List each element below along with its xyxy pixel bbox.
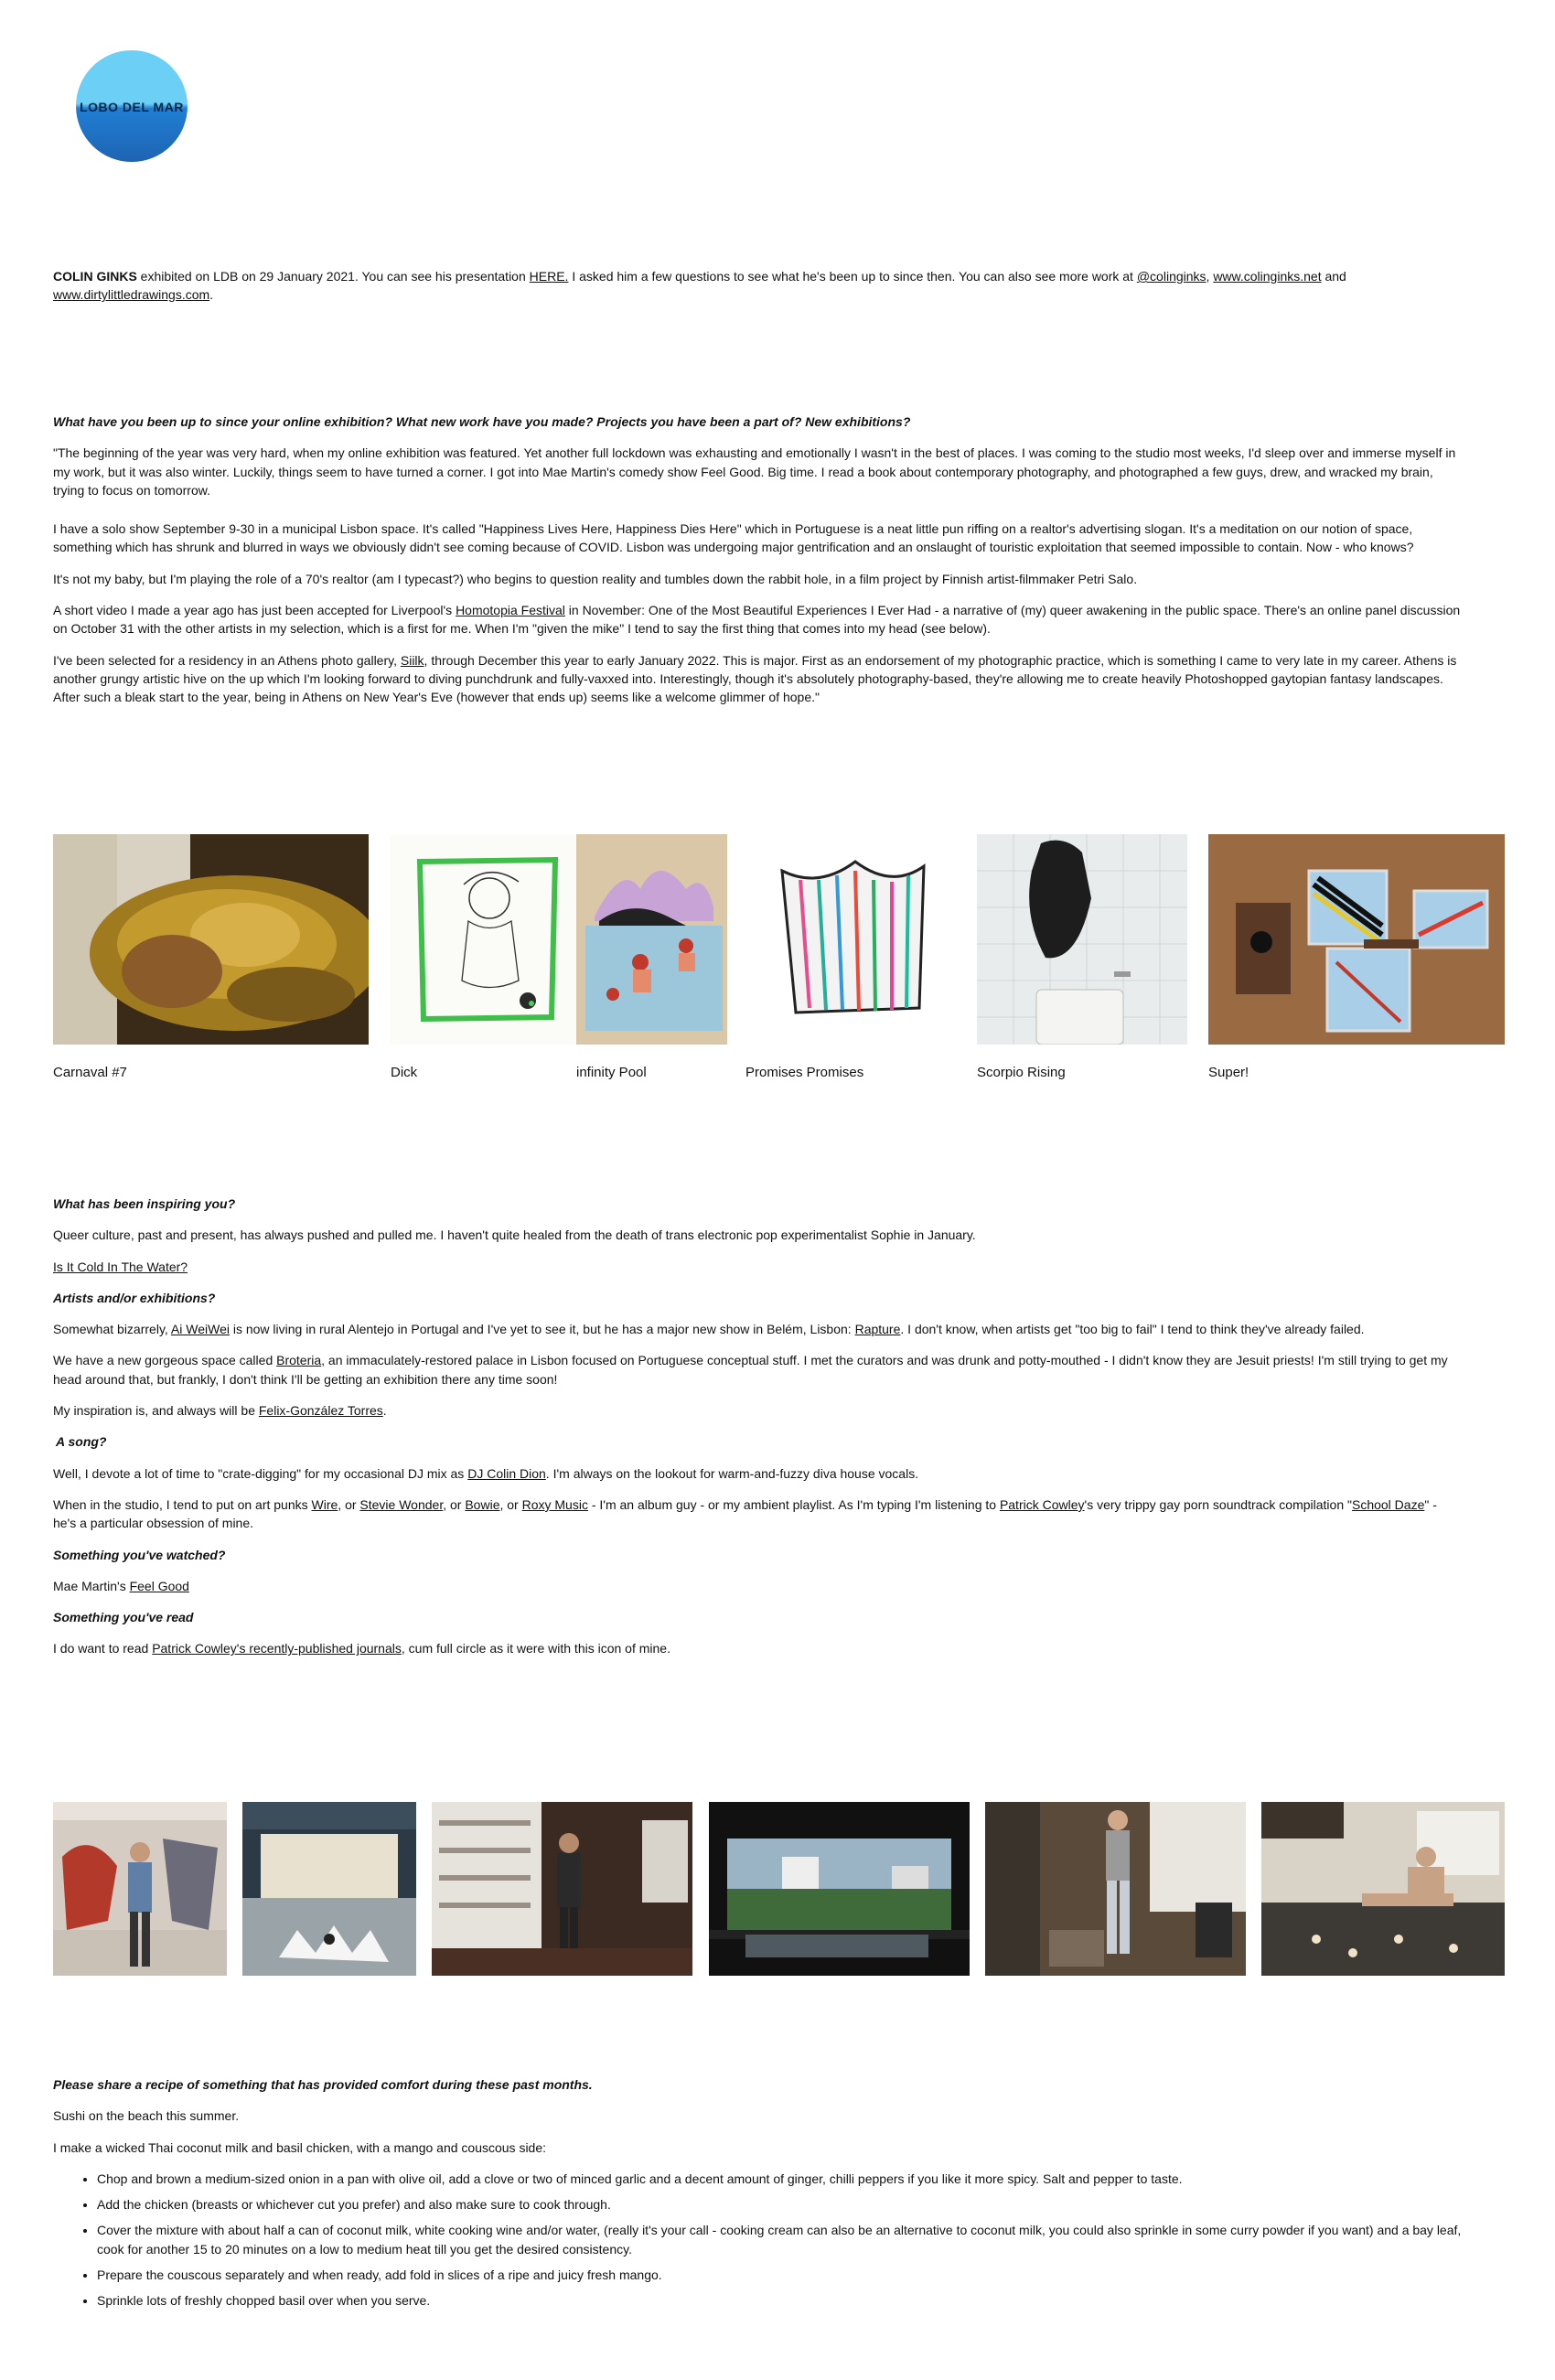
site-logo[interactable]: [76, 50, 188, 162]
presentation-link[interactable]: HERE.: [529, 269, 569, 284]
instagram-link[interactable]: @colinginks: [1136, 269, 1206, 284]
wire-link[interactable]: Wire: [311, 1496, 338, 1512]
answer-paragraph: [53, 1577, 1462, 1595]
question-heading: What have you been up to since your online exhibition? What new work have you made? Projects you have been a part of? New exhibitions?: [53, 414, 911, 429]
journals-link[interactable]: Patrick Cowley's recently-published journals: [152, 1641, 402, 1656]
ai-weiwei-link[interactable]: Ai WeiWei: [170, 1322, 230, 1337]
roxy-music-link[interactable]: Roxy Music: [521, 1496, 588, 1512]
answer-paragraph: Queer culture, past and present, has always pushed and pulled me. I haven't quite healed from the death of trans electronic pop experimentalist Sophie in January.: [53, 1228, 976, 1243]
intro-paragraph: [53, 267, 1462, 305]
text: .: [382, 1403, 387, 1419]
text: I do want to read: [53, 1641, 153, 1656]
text: 's very trippy gay porn soundtrack compilation ": [1084, 1496, 1352, 1512]
school-daze-link[interactable]: School Daze: [1351, 1496, 1425, 1512]
intro-text: I asked him a few questions to see what he's been up to since then. You can also see more work at: [568, 269, 1137, 284]
text: Well, I devote a lot of time to "crate-digging" for my occasional DJ mix as: [53, 1465, 468, 1481]
answer-paragraph: [53, 1464, 1462, 1483]
intro-text: exhibited on LDB on 29 January 2021. You can see his presentation: [136, 269, 530, 284]
text: My inspiration is, and always will be: [53, 1403, 259, 1419]
patrick-cowley-link[interactable]: Patrick Cowley: [999, 1496, 1085, 1512]
recipe-step: • Prepare the couscous separately and when ready, add fold in slices of a ripe and juicy fresh mango.: [97, 2266, 1462, 2284]
text: , cum full circle as it were with this icon of mine.: [401, 1641, 670, 1656]
artwork-caption[interactable]: Carnaval #7: [53, 1065, 127, 1080]
text: , or: [499, 1496, 522, 1512]
studio-photo-icon[interactable]: [53, 1802, 227, 1976]
answer-paragraph: [53, 1639, 1462, 1657]
answer-paragraph: [53, 1258, 1462, 1276]
bowie-link[interactable]: Bowie: [465, 1496, 500, 1512]
studio-photo-icon[interactable]: [985, 1802, 1246, 1976]
text: Somewhat bizarrely,: [53, 1322, 171, 1337]
answer-paragraph: [53, 1320, 1462, 1338]
intro-text: and: [1321, 269, 1346, 284]
text: in November: One of the Most Beautiful Experiences I Ever Had - a narrative of (my) queer awakening in the public space. There's an online panel discussion on October 31 with the other artists in my selection, which is a first for me. When I'm "given the mike" I tend to say the first thing that comes into my head (see below).: [53, 603, 1461, 637]
artwork-caption[interactable]: Super!: [1208, 1065, 1249, 1080]
answer-paragraph: [53, 1496, 1462, 1533]
text: , an immaculately-restored palace in Lisbon focused on Portuguese conceptual stuff. I met the curators and was drunk and potty-mouthed - I didn't know they are Jesuit priests! I'm still trying to get my head around that, but frankly, I don't think I'll be getting an exhibition there any time soon!: [53, 1353, 1448, 1387]
answer-paragraph: "The beginning of the year was very hard, when my online exhibition was featured. Yet another full lockdown was exhausting and emotionally I wasn't in the best of places. I was coming to the studio most weeks, I'd sleep over and immerse myself in my work, but it was also winter. Luckily, things seem to have turned a corner. I got into Mae Martin's comedy show Feel Good. Big time. I read a book about contemporary photography, and photographed a few guys, drew, and wracked my brain, trying to focus on tomorrow.: [53, 445, 1456, 498]
dj-colin-dion-link[interactable]: DJ Colin Dion: [467, 1465, 546, 1481]
text: , through December this year to early January 2022. This is major. First as an endorsement of my photographic practice, which is something I came to very late in my career. Athens is another grungy artistic hive on the up which I'm looking forward to diving punchdrunk and fully-vaxxed into. Interestingly, though it's absolutely photography-based, they're allowing me to create heavily Photoshopped gaytopian fantasy landscapes. After such a bleak start to the year, being in Athens on New Year's Eve (however that ends up) seems like a welcome glimmer of hope.": [53, 652, 1457, 705]
artwork-caption[interactable]: Dick: [391, 1065, 418, 1080]
painting-icon[interactable]: [1208, 834, 1505, 1045]
answer-paragraph: [53, 601, 1462, 638]
artist-name: COLIN GINKS: [53, 269, 137, 284]
siilk-link[interactable]: Siilk: [400, 652, 424, 668]
text: is now living in rural Alentejo in Portugal and I've yet to see it, but he has a major new show in Belém, Lisbon:: [229, 1322, 855, 1337]
text: I've been selected for a residency in an Athens photo gallery,: [53, 652, 401, 668]
recipe-step: • Cover the mixture with about half a can of coconut milk, white cooking wine and/or water, (really it's your call - cooking cream can also be an alternative to coconut milk, you could also sprinkle in some curry powder if you want) and a bay leaf, cook for another 15 to 20 minutes on a low to medium heat till you get the desired consistency.: [97, 2221, 1462, 2258]
answer-paragraph: [53, 651, 1462, 707]
website-link[interactable]: www.colinginks.net: [1213, 269, 1322, 284]
homotopia-link[interactable]: Homotopia Festival: [456, 603, 565, 618]
question-heading: A song?: [56, 1434, 107, 1450]
text: We have a new gorgeous space called: [53, 1353, 277, 1368]
question-heading: Artists and/or exhibitions?: [53, 1290, 216, 1305]
studio-photo-icon[interactable]: [242, 1802, 416, 1976]
intro-text: .: [209, 287, 214, 303]
text: When in the studio, I tend to put on art punks: [53, 1496, 312, 1512]
text: . I don't know, when artists get "too big to fail" I tend to think they've already failed.: [900, 1322, 1365, 1337]
photo-icon[interactable]: [977, 834, 1187, 1045]
question-heading: Something you've read: [53, 1610, 194, 1625]
studio-photo-gallery: [53, 1802, 1511, 1976]
landscape-photo-icon[interactable]: [709, 1802, 970, 1976]
section-recent-work: [53, 413, 1462, 720]
answer-paragraph: I make a wicked Thai coconut milk and basil chicken, with a mango and couscous side:: [53, 2139, 547, 2155]
answer-paragraph: It's not my baby, but I'm playing the role of a 70's realtor (am I typecast?) who begins to question reality and tumbles down the rabbit hole, in a film project by Finnish artist-filmmaker Petri Salo.: [53, 571, 1138, 586]
recipe-steps: [53, 2170, 1462, 2310]
artwork-caption[interactable]: Scorpio Rising: [977, 1065, 1066, 1080]
text: " - he's a particular obsession of mine.: [53, 1496, 1437, 1531]
recipe-step: • Sprinkle lots of freshly chopped basil over when you serve.: [97, 2291, 1462, 2310]
logo-text: LOBO DEL MAR: [80, 100, 184, 114]
feel-good-link[interactable]: Feel Good: [129, 1578, 189, 1593]
recipe-step: • Chop and brown a medium-sized onion in a pan with olive oil, add a clove or two of minced garlic and a decent amount of ginger, chilli peppers if you like it more spicy. Salt and pepper to taste.: [97, 2170, 1462, 2188]
broteria-link[interactable]: Broteria: [276, 1353, 322, 1368]
artwork-caption[interactable]: infinity Pool: [576, 1065, 647, 1080]
drawing-icon[interactable]: [391, 834, 583, 1045]
text: A short video I made a year ago has just been accepted for Liverpool's: [53, 603, 456, 618]
text: Mae Martin's: [53, 1578, 130, 1593]
studio-photo-icon[interactable]: [432, 1802, 692, 1976]
section-recipe: [53, 2075, 1462, 2318]
text: , or: [338, 1496, 360, 1512]
text: . I'm always on the lookout for warm-and-fuzzy diva house vocals.: [545, 1465, 919, 1481]
question-heading: What has been inspiring you?: [53, 1196, 236, 1211]
section-inspiration: [53, 1195, 1462, 1671]
answer-paragraph: [53, 1401, 1462, 1420]
question-heading: Please share a recipe of something that has provided comfort during these past months.: [53, 2077, 593, 2092]
answer-paragraph: [53, 1351, 1462, 1388]
intro-text: ,: [1206, 269, 1214, 284]
recipe-step: • Add the chicken (breasts or whichever cut you prefer) and also make sure to cook through.: [97, 2195, 1462, 2214]
drawing-icon[interactable]: [745, 834, 958, 1045]
painting-icon[interactable]: [576, 834, 727, 1045]
text: , or: [443, 1496, 466, 1512]
photo-icon[interactable]: [53, 834, 369, 1045]
song-link[interactable]: Is It Cold In The Water?: [53, 1259, 188, 1274]
answer-paragraph: Sushi on the beach this summer.: [53, 2108, 240, 2124]
answer-paragraph: I have a solo show September 9-30 in a municipal Lisbon space. It's called "Happiness Lives Here, Happiness Dies Here" which in Portuguese is a neat little pun riffing on a realtor's advertising slogan. It's a meditation on our notion of space, something which has shrunk and blurred in ways we obviously didn't see coming because of COVID. Lisbon was undergoing major gentrification and an onslaught of touristic exploitation that seemed impossible to contain. Now - who knows?: [53, 521, 1414, 555]
artwork-gallery: [53, 834, 1511, 1090]
stevie-wonder-link[interactable]: Stevie Wonder: [359, 1496, 444, 1512]
felix-gonzalez-torres-link[interactable]: Felix-González Torres: [258, 1403, 383, 1419]
text: - I'm an album guy - or my ambient playlist. As I'm typing I'm listening to: [587, 1496, 1000, 1512]
portrait-photo-icon[interactable]: [1261, 1802, 1505, 1976]
dirtylittledrawings-link[interactable]: www.dirtylittledrawings.com: [53, 287, 210, 303]
rapture-link[interactable]: Rapture: [854, 1322, 901, 1337]
question-heading: Something you've watched?: [53, 1547, 226, 1562]
artwork-caption[interactable]: Promises Promises: [745, 1065, 864, 1080]
